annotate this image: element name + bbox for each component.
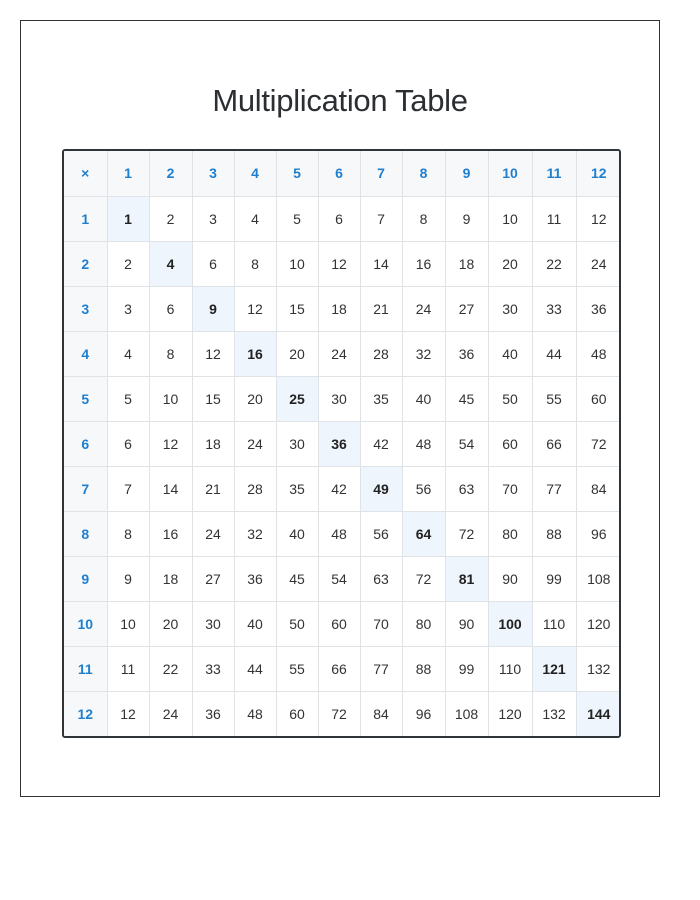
product-cell: 12	[107, 691, 149, 736]
header-row	[64, 151, 621, 196]
product-cell: 10	[149, 376, 192, 421]
product-cell: 2	[107, 241, 149, 286]
product-cell: 132	[532, 691, 576, 736]
product-cell: 35	[276, 466, 318, 511]
row-header: 4	[64, 331, 107, 376]
diagonal-cell: 36	[318, 421, 360, 466]
product-cell: 8	[107, 511, 149, 556]
product-cell: 55	[276, 646, 318, 691]
column-header: 6	[318, 151, 360, 196]
product-cell: 96	[402, 691, 445, 736]
product-cell: 72	[445, 511, 488, 556]
row-header: 8	[64, 511, 107, 556]
diagonal-cell: 16	[234, 331, 276, 376]
product-cell: 16	[402, 241, 445, 286]
product-cell: 54	[445, 421, 488, 466]
product-cell: 12	[234, 286, 276, 331]
product-cell: 84	[576, 466, 621, 511]
product-cell: 15	[192, 376, 234, 421]
product-cell: 96	[576, 511, 621, 556]
table-row	[64, 601, 621, 646]
product-cell: 32	[402, 331, 445, 376]
product-cell: 48	[318, 511, 360, 556]
diagonal-cell: 121	[532, 646, 576, 691]
product-cell: 33	[192, 646, 234, 691]
product-cell: 14	[149, 466, 192, 511]
product-cell: 22	[149, 646, 192, 691]
product-cell: 11	[107, 646, 149, 691]
product-cell: 4	[234, 196, 276, 241]
product-cell: 42	[360, 421, 402, 466]
table-row	[64, 691, 621, 736]
product-cell: 70	[360, 601, 402, 646]
product-cell: 77	[360, 646, 402, 691]
product-cell: 48	[402, 421, 445, 466]
product-cell: 40	[276, 511, 318, 556]
product-cell: 6	[107, 421, 149, 466]
product-cell: 28	[360, 331, 402, 376]
column-header: 12	[576, 151, 621, 196]
row-header: 11	[64, 646, 107, 691]
row-header: 6	[64, 421, 107, 466]
table-row	[64, 286, 621, 331]
product-cell: 36	[576, 286, 621, 331]
product-cell: 90	[488, 556, 532, 601]
product-cell: 77	[532, 466, 576, 511]
diagonal-cell: 81	[445, 556, 488, 601]
product-cell: 21	[192, 466, 234, 511]
product-cell: 12	[576, 196, 621, 241]
product-cell: 88	[532, 511, 576, 556]
product-cell: 110	[532, 601, 576, 646]
product-cell: 18	[192, 421, 234, 466]
row-header: 5	[64, 376, 107, 421]
product-cell: 5	[276, 196, 318, 241]
product-cell: 35	[360, 376, 402, 421]
product-cell: 44	[234, 646, 276, 691]
product-cell: 36	[234, 556, 276, 601]
product-cell: 18	[445, 241, 488, 286]
product-cell: 27	[445, 286, 488, 331]
diagonal-cell: 64	[402, 511, 445, 556]
multiplication-table-container	[62, 149, 621, 738]
product-cell: 63	[360, 556, 402, 601]
product-cell: 84	[360, 691, 402, 736]
product-cell: 45	[445, 376, 488, 421]
product-cell: 44	[532, 331, 576, 376]
product-cell: 110	[488, 646, 532, 691]
product-cell: 4	[107, 331, 149, 376]
corner-cell: ×	[64, 151, 107, 196]
product-cell: 40	[402, 376, 445, 421]
product-cell: 60	[276, 691, 318, 736]
product-cell: 80	[402, 601, 445, 646]
product-cell: 6	[149, 286, 192, 331]
row-header: 1	[64, 196, 107, 241]
product-cell: 24	[318, 331, 360, 376]
product-cell: 99	[445, 646, 488, 691]
page-frame	[20, 20, 660, 797]
table-row	[64, 196, 621, 241]
product-cell: 70	[488, 466, 532, 511]
product-cell: 7	[360, 196, 402, 241]
product-cell: 14	[360, 241, 402, 286]
product-cell: 30	[318, 376, 360, 421]
product-cell: 72	[576, 421, 621, 466]
product-cell: 8	[149, 331, 192, 376]
row-header: 9	[64, 556, 107, 601]
row-header: 7	[64, 466, 107, 511]
product-cell: 32	[234, 511, 276, 556]
diagonal-cell: 9	[192, 286, 234, 331]
column-header: 10	[488, 151, 532, 196]
product-cell: 8	[234, 241, 276, 286]
product-cell: 30	[488, 286, 532, 331]
product-cell: 50	[488, 376, 532, 421]
product-cell: 30	[192, 601, 234, 646]
product-cell: 132	[576, 646, 621, 691]
product-cell: 50	[276, 601, 318, 646]
product-cell: 5	[107, 376, 149, 421]
product-cell: 108	[445, 691, 488, 736]
product-cell: 40	[234, 601, 276, 646]
table-row	[64, 466, 621, 511]
multiplication-table	[64, 151, 621, 736]
product-cell: 12	[318, 241, 360, 286]
product-cell: 9	[107, 556, 149, 601]
product-cell: 3	[192, 196, 234, 241]
product-cell: 33	[532, 286, 576, 331]
product-cell: 8	[402, 196, 445, 241]
product-cell: 24	[192, 511, 234, 556]
diagonal-cell: 25	[276, 376, 318, 421]
product-cell: 10	[488, 196, 532, 241]
product-cell: 6	[318, 196, 360, 241]
product-cell: 120	[488, 691, 532, 736]
product-cell: 56	[402, 466, 445, 511]
diagonal-cell: 144	[576, 691, 621, 736]
product-cell: 108	[576, 556, 621, 601]
column-header: 4	[234, 151, 276, 196]
column-header: 11	[532, 151, 576, 196]
table-row	[64, 331, 621, 376]
product-cell: 24	[234, 421, 276, 466]
table-row	[64, 241, 621, 286]
row-header: 2	[64, 241, 107, 286]
column-header: 1	[107, 151, 149, 196]
product-cell: 90	[445, 601, 488, 646]
product-cell: 99	[532, 556, 576, 601]
product-cell: 10	[107, 601, 149, 646]
product-cell: 72	[402, 556, 445, 601]
product-cell: 22	[532, 241, 576, 286]
product-cell: 15	[276, 286, 318, 331]
product-cell: 20	[149, 601, 192, 646]
diagonal-cell: 1	[107, 196, 149, 241]
table-row	[64, 646, 621, 691]
product-cell: 63	[445, 466, 488, 511]
column-header: 7	[360, 151, 402, 196]
product-cell: 7	[107, 466, 149, 511]
product-cell: 60	[576, 376, 621, 421]
product-cell: 24	[402, 286, 445, 331]
product-cell: 42	[318, 466, 360, 511]
product-cell: 27	[192, 556, 234, 601]
column-header: 9	[445, 151, 488, 196]
product-cell: 48	[576, 331, 621, 376]
page-title: Multiplication Table	[212, 83, 468, 118]
column-header: 5	[276, 151, 318, 196]
product-cell: 24	[576, 241, 621, 286]
product-cell: 30	[276, 421, 318, 466]
product-cell: 45	[276, 556, 318, 601]
column-header: 3	[192, 151, 234, 196]
row-header: 10	[64, 601, 107, 646]
column-header: 2	[149, 151, 192, 196]
product-cell: 21	[360, 286, 402, 331]
product-cell: 20	[276, 331, 318, 376]
product-cell: 66	[318, 646, 360, 691]
row-header: 3	[64, 286, 107, 331]
product-cell: 120	[576, 601, 621, 646]
product-cell: 20	[234, 376, 276, 421]
row-header: 12	[64, 691, 107, 736]
product-cell: 16	[149, 511, 192, 556]
product-cell: 60	[488, 421, 532, 466]
product-cell: 48	[234, 691, 276, 736]
diagonal-cell: 4	[149, 241, 192, 286]
product-cell: 12	[149, 421, 192, 466]
product-cell: 2	[149, 196, 192, 241]
product-cell: 20	[488, 241, 532, 286]
product-cell: 55	[532, 376, 576, 421]
product-cell: 60	[318, 601, 360, 646]
product-cell: 80	[488, 511, 532, 556]
product-cell: 18	[149, 556, 192, 601]
product-cell: 6	[192, 241, 234, 286]
product-cell: 3	[107, 286, 149, 331]
product-cell: 72	[318, 691, 360, 736]
product-cell: 12	[192, 331, 234, 376]
table-row	[64, 421, 621, 466]
product-cell: 11	[532, 196, 576, 241]
table-row	[64, 511, 621, 556]
product-cell: 24	[149, 691, 192, 736]
table-row	[64, 556, 621, 601]
product-cell: 54	[318, 556, 360, 601]
product-cell: 88	[402, 646, 445, 691]
table-row	[64, 376, 621, 421]
diagonal-cell: 100	[488, 601, 532, 646]
diagonal-cell: 49	[360, 466, 402, 511]
product-cell: 66	[532, 421, 576, 466]
column-header: 8	[402, 151, 445, 196]
product-cell: 36	[445, 331, 488, 376]
product-cell: 28	[234, 466, 276, 511]
product-cell: 36	[192, 691, 234, 736]
product-cell: 10	[276, 241, 318, 286]
product-cell: 40	[488, 331, 532, 376]
product-cell: 56	[360, 511, 402, 556]
product-cell: 18	[318, 286, 360, 331]
product-cell: 9	[445, 196, 488, 241]
